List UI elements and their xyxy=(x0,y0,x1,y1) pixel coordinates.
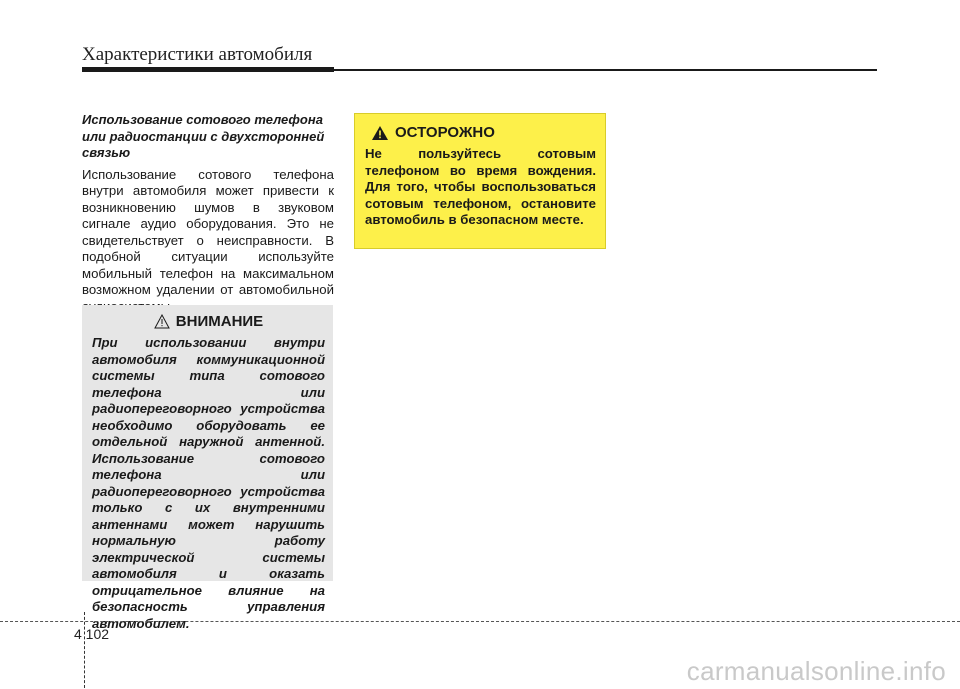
page-number: 4 102 xyxy=(74,626,110,642)
header-rule-thick xyxy=(82,67,334,72)
notice-text: При использовании внутри автомобиля коммуникационной системы типа сотового телефона или радиопереговорного устройства необходимо оборудовать ее отдельной наружной антенной. Использование сотового телефона или радиопереговорного устройства только с их внутренними антеннами может нарушить нормальную работу электрической системы автомобиля и оказать отрицательное влияние на безопасность управления автомобилем. xyxy=(92,335,325,631)
left-column xyxy=(82,112,334,315)
header-rule-thin xyxy=(334,69,877,71)
section-heading: Использование сотового телефона или радиостанции с двухсторонней связью xyxy=(82,112,325,160)
notice-box xyxy=(82,305,333,631)
footer-divider xyxy=(84,612,85,688)
notice-title: ВНИМАНИЕ xyxy=(175,313,264,330)
section-body: Использование сотового телефона внутри автомобиля может привести к возникновению шумов в звуковом сигнале аудио оборудования. Это не свидетельствует о неисправности. В подобной ситуации используйте мобильный телефон на максимальном возможном удалении от автомобильной xyxy=(82,166,334,297)
warning-filled-icon xyxy=(371,125,389,141)
caution-box xyxy=(354,113,606,249)
warning-outline-icon xyxy=(154,314,170,329)
caution-text: Не пользуйтесь сотовым телефоном во время вождения. Для того, чтобы воспользоваться сотовым телефоном, остановите автомобиль в безопасном месте. xyxy=(365,146,596,227)
page-header-title: Характеристики автомобиля xyxy=(82,44,313,65)
footer-rule xyxy=(0,621,960,622)
caution-title: ОСТОРОЖНО xyxy=(395,124,495,141)
caution-header xyxy=(365,124,596,141)
notice-header xyxy=(92,313,325,330)
watermark: carmanualsonline.info xyxy=(686,656,946,686)
